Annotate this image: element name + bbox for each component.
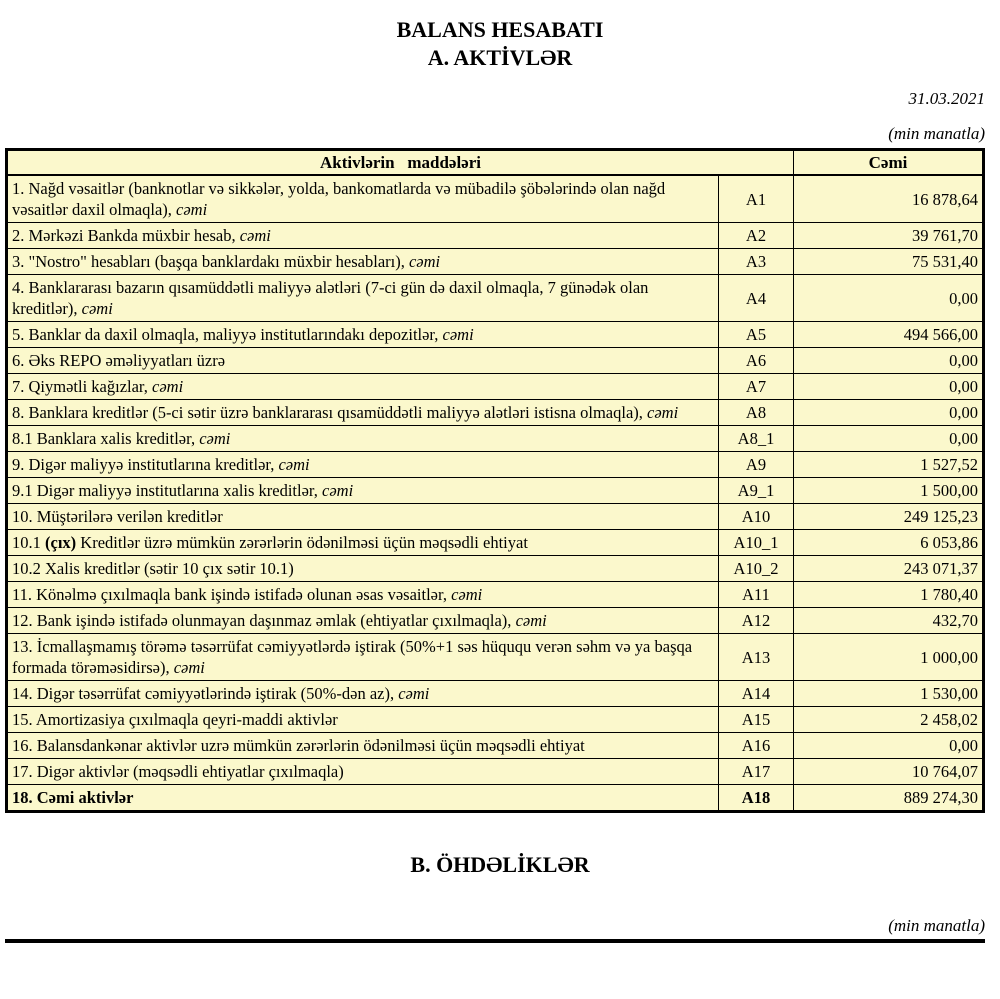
item-code-cell: A8 [718,400,793,426]
item-label-segment: 1. Nağd vəsaitlər (banknotlar və sikkələr, yolda, bankomatlarda və mübadilə şöbələrində olan nağd vəsaitlər daxil olmaqla), [12,179,666,219]
item-amount-cell: 432,70 [794,608,984,634]
total-column-header: Cəmi [794,150,984,176]
item-label-cell [7,452,719,478]
table-row [7,634,984,681]
item-code-cell: A12 [718,608,793,634]
item-label-segment: 10.2 Xalis kreditlər (sətir 10 çıx sətir 10.1) [12,559,294,578]
item-amount-cell: 0,00 [794,733,984,759]
table-row [7,374,984,400]
item-amount-cell: 1 780,40 [794,582,984,608]
unit-note-top: (min manatla) [888,124,985,143]
table-row [7,608,984,634]
item-label-cell [7,707,719,733]
item-code-cell: A18 [718,785,793,812]
item-code-cell: A6 [718,348,793,374]
item-amount-cell: 494 566,00 [794,322,984,348]
item-label-cell [7,322,719,348]
item-label-segment: 4. Banklararası bazarın qısamüddətli maliyyə alətləri (7-ci gün də daxil olmaqla, 7 günədək olan kreditlər), [12,278,649,318]
section-b-title: B. ÖHDƏLİKLƏR [410,852,590,877]
table-row [7,582,984,608]
item-code-cell: A2 [718,223,793,249]
table-row [7,478,984,504]
item-label-segment: 8.1 Banklara xalis kreditlər, [12,429,200,448]
item-code-cell: A16 [718,733,793,759]
item-code-cell: A14 [718,681,793,707]
item-label-cell [7,400,719,426]
items-column-header: Aktivlərin maddələri [7,150,794,176]
document-title-line1: BALANS HESABATI [396,17,604,42]
table-row [7,504,984,530]
header-row [7,150,984,176]
item-label-segment: cəmi [451,585,483,604]
table-row [7,452,984,478]
document-title-line2: A. AKTİVLƏR [427,45,573,70]
item-amount-cell: 75 531,40 [794,249,984,275]
item-code-cell: A15 [718,707,793,733]
table-row [7,223,984,249]
unit-note-bottom: (min manatla) [888,916,985,935]
item-label-cell [7,556,719,582]
table-row [7,400,984,426]
item-amount-cell: 1 000,00 [794,634,984,681]
item-label-segment: cəmi [176,200,208,219]
item-label-segment: cəmi [199,429,231,448]
item-label-segment: 18. Cəmi aktivlər [12,788,134,807]
table-row [7,426,984,452]
item-label-cell [7,175,719,223]
item-label-segment: 10. Müştərilərə verilən kreditlər [12,507,223,526]
table-row [7,175,984,223]
item-label-cell [7,530,719,556]
item-label-cell [7,759,719,785]
item-code-cell: A10 [718,504,793,530]
item-amount-cell: 889 274,30 [794,785,984,812]
item-code-cell: A17 [718,759,793,785]
item-label-segment: 15. Amortizasiya çıxılmaqla qeyri-maddi aktivlər [12,710,338,729]
item-amount-cell: 6 053,86 [794,530,984,556]
item-label-cell [7,733,719,759]
item-amount-cell: 1 500,00 [794,478,984,504]
item-code-cell: A1 [718,175,793,223]
item-label-segment: 10.1 [12,533,45,552]
report-date: 31.03.2021 [908,89,985,108]
item-label-segment: 6. Əks REPO əməliyyatları üzrə [12,351,226,370]
item-amount-cell: 10 764,07 [794,759,984,785]
item-amount-cell: 1 527,52 [794,452,984,478]
item-code-cell: A10_2 [718,556,793,582]
item-label-segment: (çıx) [45,533,77,552]
item-amount-cell: 1 530,00 [794,681,984,707]
item-code-cell: A11 [718,582,793,608]
item-label-cell [7,374,719,400]
table-row [7,707,984,733]
item-amount-cell: 0,00 [794,426,984,452]
item-amount-cell: 249 125,23 [794,504,984,530]
item-label-segment: Kreditlər üzrə mümkün zərərlərin ödənilməsi üçün məqsədli ehtiyat [76,533,528,552]
item-label-cell [7,223,719,249]
table-row [7,733,984,759]
item-label-segment: 14. Digər təsərrüfat cəmiyyətlərində iştirak (50%-dən az), [12,684,399,703]
item-amount-cell: 0,00 [794,400,984,426]
item-code-cell: A9 [718,452,793,478]
document-title [0,16,1000,72]
item-amount-cell: 0,00 [794,275,984,322]
item-label-cell [7,426,719,452]
item-code-cell: A7 [718,374,793,400]
item-label-segment: cəmi [398,684,430,703]
table-row [7,249,984,275]
item-label-cell [7,478,719,504]
item-label-segment: 11. Könəlmə çıxılmaqla bank işində istifadə olunan əsas vəsaitlər, [12,585,452,604]
item-code-cell: A5 [718,322,793,348]
table-body [7,175,984,812]
table-row [7,275,984,322]
item-label-segment: 13. İcmallaşmamış törəmə təsərrüfat cəmiyyətlərdə iştirak (50%+1 səs hüququ verən səhm və ya başqa formada törəməsidirsə), [12,637,693,677]
item-label-segment: cəmi [408,252,441,271]
item-label-segment: 5. Banklar da daxil olmaqla, maliyyə institutlarındakı depozitlər, [12,325,443,344]
item-label-cell [7,634,719,681]
item-label-segment: 3. "Nostro" hesabları (başqa banklardakı müxbir hesabları), [12,252,409,271]
item-code-cell: A4 [718,275,793,322]
item-label-cell [7,608,719,634]
item-amount-cell: 2 458,02 [794,707,984,733]
table-row [7,556,984,582]
item-label-segment: cəmi [173,658,205,677]
item-label-cell [7,582,719,608]
item-label-cell [7,249,719,275]
table-row [7,322,984,348]
table-row [7,785,984,812]
item-label-segment: cəmi [442,325,474,344]
item-code-cell: A8_1 [718,426,793,452]
item-label-segment: 9. Digər maliyyə institutlarına kreditlər, [12,455,279,474]
table-row [7,681,984,707]
item-label-segment: cəmi [152,377,184,396]
item-code-cell: A10_1 [718,530,793,556]
next-table-top-border [5,939,985,943]
item-label-segment: 8. Banklara kreditlər (5-ci sətir üzrə banklararası qısamüddətli maliyyə alətləri istisna olmaqla), [12,403,648,422]
item-amount-cell: 39 761,70 [794,223,984,249]
item-code-cell: A3 [718,249,793,275]
item-amount-cell: 0,00 [794,348,984,374]
item-label-cell [7,504,719,530]
item-label-cell [7,275,719,322]
table-row [7,348,984,374]
item-label-segment: cəmi [239,226,271,245]
item-label-cell [7,785,719,812]
item-label-segment: 12. Bank işində istifadə olunmayan daşınmaz əmlak (ehtiyatlar çıxılmaqla), [12,611,516,630]
item-label-segment: 7. Qiymətli kağızlar, [12,377,153,396]
item-amount-cell: 16 878,64 [794,175,984,223]
item-label-segment: cəmi [81,299,113,318]
assets-table-header [7,150,984,176]
item-label-cell [7,348,719,374]
item-label-segment: 16. Balansdankənar aktivlər uzrə mümkün zərərlərin ödənilməsi üçün məqsədli ehtiyat [12,736,585,755]
item-label-segment: 17. Digər aktivlər (məqsədli ehtiyatlar çıxılmaqla) [12,762,344,781]
item-code-cell: A9_1 [718,478,793,504]
item-label-cell [7,681,719,707]
item-label-segment: cəmi [322,481,354,500]
item-amount-cell: 0,00 [794,374,984,400]
item-label-segment: cəmi [515,611,547,630]
item-label-segment: cəmi [647,403,679,422]
item-label-segment: 2. Mərkəzi Bankda müxbir hesab, [12,226,240,245]
assets-table [5,148,985,813]
item-label-segment: 9.1 Digər maliyyə institutlarına xalis kreditlər, [12,481,323,500]
item-label-segment: cəmi [278,455,310,474]
table-row [7,530,984,556]
item-amount-cell: 243 071,37 [794,556,984,582]
item-code-cell: A13 [718,634,793,681]
table-row [7,759,984,785]
